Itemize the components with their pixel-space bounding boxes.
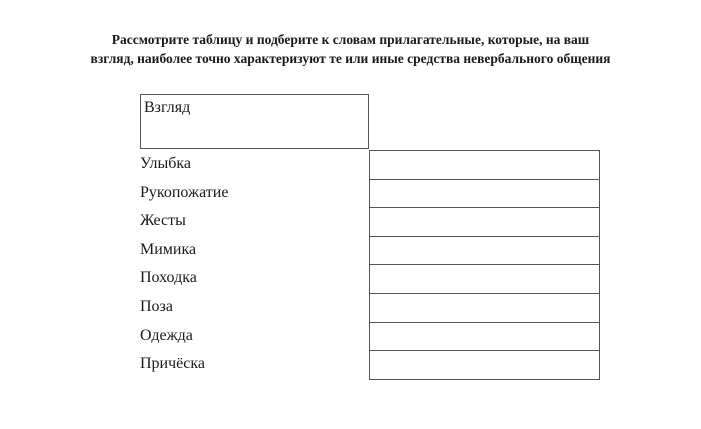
term-label: Одежда (140, 326, 193, 344)
term-label: Поза (140, 297, 173, 315)
answer-cell[interactable] (370, 208, 599, 237)
term-list (140, 150, 369, 379)
answer-cell[interactable] (370, 265, 599, 294)
answer-cell[interactable] (370, 323, 599, 352)
term-label: Улыбка (140, 155, 192, 172)
instruction-line-1: Рассмотрите таблицу и подберите к словам прилагательные, которые, на ваш (111, 32, 590, 47)
term-label: Походка (140, 269, 197, 287)
answer-cell[interactable] (370, 237, 599, 266)
answer-cell[interactable] (370, 151, 599, 180)
term-label: Мимика (140, 240, 197, 258)
term-label: Причёска (140, 355, 205, 373)
answer-cell[interactable] (370, 351, 599, 380)
term-label: Рукопожатие (140, 183, 229, 201)
term-label: Жесты (140, 212, 186, 230)
answer-column (369, 150, 600, 380)
task-instruction (0, 30, 701, 68)
instruction-line-2: взгляд, наиболее точно характеризуют те или иные средства невербального общения (90, 51, 611, 66)
header-label: Взгляд (144, 99, 191, 116)
answer-cell[interactable] (370, 294, 599, 323)
answer-cell[interactable] (370, 180, 599, 209)
